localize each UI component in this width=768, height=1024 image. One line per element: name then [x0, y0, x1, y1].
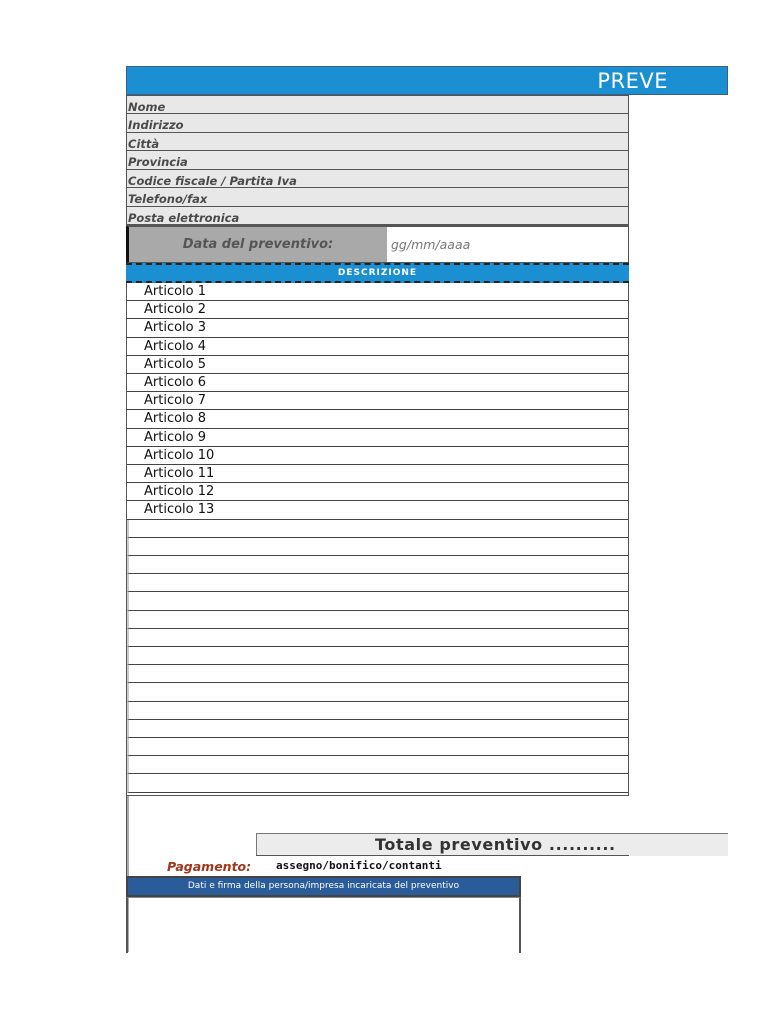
empty-article-row[interactable]	[127, 756, 628, 774]
empty-article-row[interactable]	[127, 574, 628, 592]
payment-label: Pagamento:	[167, 859, 252, 874]
empty-article-row[interactable]	[127, 629, 628, 647]
article-row[interactable]: Articolo 10	[127, 447, 628, 465]
empty-article-row[interactable]	[127, 592, 628, 610]
description-header: DESCRIZIONE	[126, 263, 629, 283]
quote-date-label: Data del preventivo:	[182, 237, 334, 252]
empty-article-row[interactable]	[127, 774, 628, 792]
quote-date-row	[126, 226, 629, 263]
article-row[interactable]: Articolo 4	[127, 338, 628, 356]
quote-date-field[interactable]: gg/mm/aaaa	[391, 237, 471, 252]
article-row[interactable]: Articolo 9	[127, 429, 628, 447]
article-row[interactable]: Articolo 1	[127, 283, 628, 301]
article-row[interactable]: Articolo 7	[127, 392, 628, 410]
client-info-block	[126, 95, 629, 226]
client-field-row[interactable]: Codice fiscale / Partita Iva	[127, 170, 628, 188]
client-field-row[interactable]: Indirizzo	[127, 114, 628, 132]
article-row[interactable]: Articolo 2	[127, 301, 628, 319]
article-row[interactable]: Articolo 11	[127, 465, 628, 483]
empty-article-row[interactable]	[127, 683, 628, 701]
client-field-row[interactable]: Città	[127, 133, 628, 151]
article-row[interactable]: Articolo 8	[127, 410, 628, 428]
empty-article-row[interactable]	[127, 647, 628, 665]
empty-article-row[interactable]	[127, 738, 628, 756]
client-field-row[interactable]: Nome	[127, 96, 628, 114]
client-field-row[interactable]: Posta elettronica	[127, 207, 628, 225]
client-field-row[interactable]: Provincia	[127, 151, 628, 169]
document-title: PREVE	[597, 69, 668, 93]
empty-article-row[interactable]	[127, 520, 628, 538]
empty-article-row[interactable]	[127, 720, 628, 738]
empty-article-row[interactable]	[127, 611, 628, 629]
empty-article-row[interactable]	[127, 538, 628, 556]
signature-header: Dati e firma della persona/impresa incaricata del preventivo	[126, 876, 521, 897]
empty-article-row[interactable]	[127, 556, 628, 574]
payment-value[interactable]: assegno/bonifico/contanti	[276, 859, 442, 872]
signature-box[interactable]	[126, 897, 521, 953]
articles-table	[126, 283, 629, 796]
empty-article-row[interactable]	[127, 702, 628, 720]
article-row[interactable]: Articolo 13	[127, 501, 628, 519]
article-row[interactable]: Articolo 12	[127, 483, 628, 501]
article-row[interactable]: Articolo 3	[127, 319, 628, 337]
total-label: Totale preventivo ..........	[375, 835, 616, 854]
article-row[interactable]: Articolo 6	[127, 374, 628, 392]
article-row[interactable]: Articolo 5	[127, 356, 628, 374]
client-field-row[interactable]: Telefono/fax	[127, 188, 628, 206]
empty-article-row[interactable]	[127, 665, 628, 683]
